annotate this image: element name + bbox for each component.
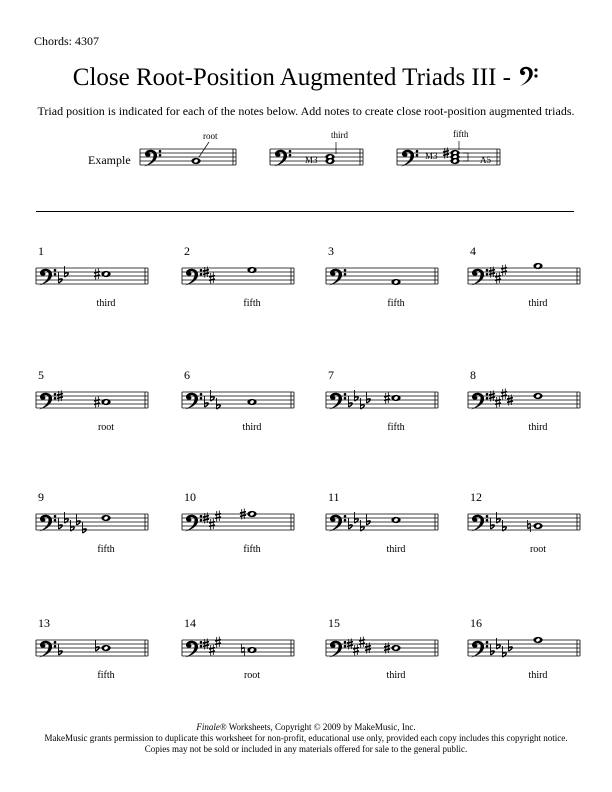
staff bbox=[182, 514, 294, 530]
clef-dot bbox=[54, 515, 57, 518]
whole-note-icon bbox=[533, 393, 542, 399]
sharp-bar bbox=[384, 649, 390, 650]
clef-dot bbox=[486, 397, 489, 400]
flat-icon bbox=[491, 518, 495, 529]
sharp-bar bbox=[365, 649, 371, 650]
clef-dot bbox=[486, 641, 489, 644]
exercise-staff-9 bbox=[36, 512, 148, 533]
flat-icon bbox=[205, 396, 209, 407]
exercise-position-label: fifth bbox=[387, 422, 405, 433]
staff bbox=[36, 392, 148, 408]
sharp-icon bbox=[209, 273, 215, 284]
clef-dot bbox=[344, 393, 347, 396]
exercise-staff-4 bbox=[468, 263, 580, 286]
flat-icon bbox=[59, 272, 63, 283]
example-a5-label: A5 bbox=[480, 155, 491, 165]
whole-note-icon bbox=[101, 645, 110, 651]
bass-clef-icon bbox=[185, 641, 202, 658]
whole-note-icon bbox=[247, 267, 256, 273]
clef-body bbox=[329, 269, 342, 286]
staff bbox=[468, 514, 580, 530]
footer-line-1 bbox=[0, 722, 612, 733]
clef-dot bbox=[344, 641, 347, 644]
bass-clef-icon bbox=[39, 515, 56, 532]
exercise-number: 6 bbox=[184, 368, 190, 382]
example-root-label: root bbox=[203, 131, 218, 141]
whole-note-icon bbox=[533, 637, 542, 643]
clef-body bbox=[39, 515, 52, 532]
clef-dot bbox=[486, 393, 489, 396]
flat-bowl bbox=[96, 647, 100, 651]
clef-body bbox=[39, 641, 52, 658]
exercise-staff-11 bbox=[326, 512, 438, 532]
exercise-number: 13 bbox=[38, 616, 50, 630]
bass-clef-icon bbox=[39, 269, 56, 286]
clef-dot bbox=[486, 515, 489, 518]
natural-bar bbox=[242, 648, 245, 649]
footer-line-2: MakeMusic grants permission to duplicate this worksheet for non-profit, educational use only, provided each copy includes this copyright notice. bbox=[44, 733, 568, 743]
flat-bowl bbox=[349, 525, 353, 529]
exercise-position-label: third bbox=[96, 298, 116, 309]
sharp-bar bbox=[203, 645, 209, 646]
sharp-bar bbox=[57, 397, 63, 398]
clef-dot bbox=[200, 397, 203, 400]
clef-body bbox=[39, 269, 52, 286]
exercise-staff-10 bbox=[182, 509, 294, 532]
clef-body bbox=[185, 641, 198, 658]
exercise-number: 7 bbox=[328, 368, 334, 382]
sharp-bar bbox=[203, 519, 209, 520]
flat-icon bbox=[491, 644, 495, 655]
exercise-position-label: fifth bbox=[387, 298, 405, 309]
exercise-staff-6 bbox=[182, 390, 294, 410]
exercise-staff-3 bbox=[326, 268, 438, 286]
exercise-number: 3 bbox=[328, 244, 334, 258]
exercise-staff-2 bbox=[182, 267, 294, 286]
flat-icon bbox=[367, 392, 371, 403]
clef-body bbox=[185, 393, 198, 410]
exercise-position-label: root bbox=[529, 544, 547, 555]
exercise-number: 16 bbox=[470, 616, 482, 630]
clef-dot bbox=[344, 397, 347, 400]
bass-clef-icon bbox=[471, 641, 488, 658]
staff bbox=[326, 514, 438, 530]
whole-note-icon bbox=[101, 271, 110, 277]
sharp-icon bbox=[215, 511, 221, 522]
exercise-position-label: third bbox=[242, 422, 262, 433]
clef-body bbox=[329, 515, 342, 532]
natural-bar bbox=[528, 524, 531, 525]
staff bbox=[182, 392, 294, 408]
exercise-number: 8 bbox=[470, 368, 476, 382]
sharp-bar bbox=[203, 273, 209, 274]
exercise-staff-5 bbox=[36, 391, 148, 410]
exercise-position-label: fifth bbox=[243, 298, 261, 309]
whole-note-icon bbox=[101, 515, 110, 521]
flat-bowl bbox=[205, 403, 209, 407]
clef-body bbox=[329, 393, 342, 410]
exercise-staff-1 bbox=[36, 266, 148, 286]
footer-brand: Finale bbox=[196, 722, 220, 732]
staff bbox=[326, 268, 438, 284]
clef-dot bbox=[344, 273, 347, 276]
sharp-bar bbox=[57, 394, 63, 395]
clef-dot bbox=[200, 273, 203, 276]
footer-line-3: Copies may not be sold or included in any materials offered for sale to the general public. bbox=[144, 744, 468, 754]
whole-note-icon bbox=[391, 517, 400, 523]
clef-body bbox=[39, 393, 52, 410]
sharp-icon bbox=[353, 645, 359, 656]
clef-dot bbox=[54, 645, 57, 648]
staff bbox=[36, 268, 148, 284]
exercise-number: 10 bbox=[184, 490, 196, 504]
clef-body bbox=[471, 515, 484, 532]
example-label: Example bbox=[88, 153, 131, 167]
exercise-number: 9 bbox=[38, 490, 44, 504]
sharp-bar bbox=[489, 270, 495, 271]
title-text: Close Root-Position Augmented Triads III - bbox=[72, 64, 518, 91]
flat-bowl bbox=[367, 399, 371, 403]
clef-dot bbox=[344, 269, 347, 272]
clef-dot bbox=[200, 641, 203, 644]
clef-dot bbox=[200, 393, 203, 396]
clef-body bbox=[471, 269, 484, 286]
clef-body bbox=[329, 641, 342, 658]
bass-clef-icon bbox=[329, 515, 346, 532]
flat-icon bbox=[59, 518, 63, 529]
sharp-bar bbox=[384, 646, 390, 647]
clef-dot bbox=[344, 519, 347, 522]
exercise-staff-13 bbox=[36, 640, 148, 658]
bass-clef-icon bbox=[329, 393, 346, 410]
example-third-label: third bbox=[331, 130, 348, 140]
flat-icon bbox=[77, 514, 81, 525]
staff bbox=[468, 640, 580, 656]
clef-dot bbox=[486, 645, 489, 648]
bass-clef-icon bbox=[329, 269, 346, 286]
flat-bowl bbox=[59, 279, 63, 283]
staff bbox=[468, 268, 580, 284]
whole-note-icon bbox=[247, 647, 256, 653]
sharp-bar bbox=[507, 398, 513, 399]
staff bbox=[326, 392, 438, 408]
sharp-bar bbox=[347, 645, 353, 646]
sharp-icon bbox=[215, 637, 221, 648]
exercise-position-label: fifth bbox=[97, 544, 115, 555]
copyright-footer bbox=[0, 722, 612, 755]
whole-note-icon bbox=[101, 399, 110, 405]
clef-dot bbox=[344, 645, 347, 648]
whole-note-icon bbox=[247, 511, 256, 517]
sharp-icon bbox=[359, 637, 365, 648]
bass-clef-icon bbox=[39, 393, 56, 410]
flat-bowl bbox=[349, 403, 353, 407]
clef-dot bbox=[344, 515, 347, 518]
clef-dot bbox=[54, 393, 57, 396]
flat-bowl bbox=[59, 525, 63, 529]
sharp-icon bbox=[209, 645, 215, 656]
natural-bar bbox=[242, 652, 245, 653]
clef-dot bbox=[486, 273, 489, 276]
footer-line-1-rest: ® Worksheets, Copyright © 2009 by MakeMusic, Inc. bbox=[219, 722, 416, 732]
flat-bowl bbox=[491, 525, 495, 529]
natural-icon bbox=[242, 644, 245, 656]
sharp-bar bbox=[489, 397, 495, 398]
flat-bowl bbox=[77, 521, 81, 525]
sharp-bar bbox=[203, 642, 209, 643]
sharp-icon bbox=[384, 393, 390, 404]
bass-clef-icon bbox=[185, 515, 202, 532]
chords-code: Chords: 4307 bbox=[34, 34, 100, 48]
exercise-staff-15 bbox=[326, 637, 438, 658]
exercise-position-label: third bbox=[528, 422, 548, 433]
clef-dot bbox=[54, 397, 57, 400]
exercise-position-label: third bbox=[386, 670, 406, 681]
example-m3-label: M3 bbox=[305, 155, 318, 165]
clef-body bbox=[185, 515, 198, 532]
exercise-position-label: third bbox=[528, 298, 548, 309]
bass-clef-icon bbox=[185, 393, 202, 410]
exercise-staff-14 bbox=[182, 637, 294, 658]
exercise-position-label: root bbox=[243, 670, 261, 681]
exercise-number: 1 bbox=[38, 244, 44, 258]
whole-note-icon bbox=[391, 279, 400, 285]
clef-dot bbox=[486, 269, 489, 272]
clef-dot bbox=[200, 515, 203, 518]
exercise-staff-8 bbox=[468, 389, 580, 410]
sharp-icon bbox=[209, 519, 215, 530]
staff bbox=[36, 514, 148, 530]
sharp-icon bbox=[501, 389, 507, 400]
clef-body bbox=[185, 269, 198, 286]
clef-dot bbox=[200, 519, 203, 522]
staff bbox=[182, 268, 294, 284]
natural-bar bbox=[528, 528, 531, 529]
flat-bowl bbox=[509, 647, 513, 651]
exercise-number: 15 bbox=[328, 616, 340, 630]
exercise-number: 5 bbox=[38, 368, 44, 382]
sharp-bar bbox=[489, 394, 495, 395]
flat-bowl bbox=[83, 529, 87, 533]
exercise-number: 2 bbox=[184, 244, 190, 258]
clef-body bbox=[471, 641, 484, 658]
bass-clef-icon bbox=[471, 515, 488, 532]
sharp-icon bbox=[501, 265, 507, 276]
whole-note-icon bbox=[533, 523, 542, 529]
bass-clef-icon bbox=[39, 641, 56, 658]
exercise-staff-12 bbox=[468, 512, 580, 532]
exercise-number: 12 bbox=[470, 490, 482, 504]
sharp-icon bbox=[495, 397, 501, 408]
sharp-bar bbox=[507, 401, 513, 402]
sharp-icon bbox=[94, 397, 100, 408]
sharp-bar bbox=[203, 516, 209, 517]
instructions: Triad position is indicated for each of the notes below. Add notes to create close root-position augmented triads. bbox=[37, 104, 575, 118]
whole-note-icon bbox=[247, 399, 256, 405]
bass-clef-icon bbox=[471, 393, 488, 410]
clef-dot bbox=[54, 641, 57, 644]
clef-dot bbox=[54, 519, 57, 522]
exercise-number: 4 bbox=[470, 244, 476, 258]
whole-note-icon bbox=[391, 645, 400, 651]
staff bbox=[182, 640, 294, 656]
clef-dot bbox=[200, 645, 203, 648]
clef-dot bbox=[54, 273, 57, 276]
clef-dot bbox=[486, 519, 489, 522]
example-m3-label-2: M3 bbox=[425, 151, 438, 161]
flat-icon bbox=[83, 522, 87, 533]
sharp-bar bbox=[365, 646, 371, 647]
exercise-number: 11 bbox=[328, 490, 340, 504]
exercise-number: 14 bbox=[184, 616, 196, 630]
sharp-bar bbox=[240, 512, 246, 513]
flat-icon bbox=[349, 396, 353, 407]
sharp-bar bbox=[203, 270, 209, 271]
exercise-position-label: third bbox=[386, 544, 406, 555]
flat-icon bbox=[367, 514, 371, 525]
whole-note-icon bbox=[391, 395, 400, 401]
flat-bowl bbox=[59, 651, 63, 655]
sharp-bar bbox=[489, 273, 495, 274]
sharp-bar bbox=[240, 515, 246, 516]
exercise-position-label: root bbox=[97, 422, 115, 433]
exercise-staff-7 bbox=[326, 390, 438, 410]
whole-note-icon bbox=[533, 263, 542, 269]
flat-icon bbox=[509, 640, 513, 651]
bass-clef-icon bbox=[329, 641, 346, 658]
exercise-position-label: third bbox=[528, 670, 548, 681]
sharp-bar bbox=[347, 642, 353, 643]
clef-dot bbox=[54, 269, 57, 272]
staff bbox=[468, 392, 580, 408]
bass-clef-icon bbox=[185, 269, 202, 286]
exercise-position-label: fifth bbox=[243, 544, 261, 555]
bass-clef-icon bbox=[471, 269, 488, 286]
clef-body bbox=[471, 393, 484, 410]
sharp-icon bbox=[94, 269, 100, 280]
exercise-staff-16 bbox=[468, 637, 580, 658]
sharp-icon bbox=[495, 273, 501, 284]
exercise-position-label: fifth bbox=[97, 670, 115, 681]
staff bbox=[36, 640, 148, 656]
staff bbox=[326, 640, 438, 656]
flat-bowl bbox=[491, 651, 495, 655]
flat-bowl bbox=[367, 521, 371, 525]
clef-dot bbox=[200, 269, 203, 272]
flat-icon bbox=[59, 644, 63, 655]
flat-icon bbox=[349, 518, 353, 529]
flat-icon bbox=[96, 640, 100, 651]
example-fifth-label: fifth bbox=[453, 129, 469, 139]
